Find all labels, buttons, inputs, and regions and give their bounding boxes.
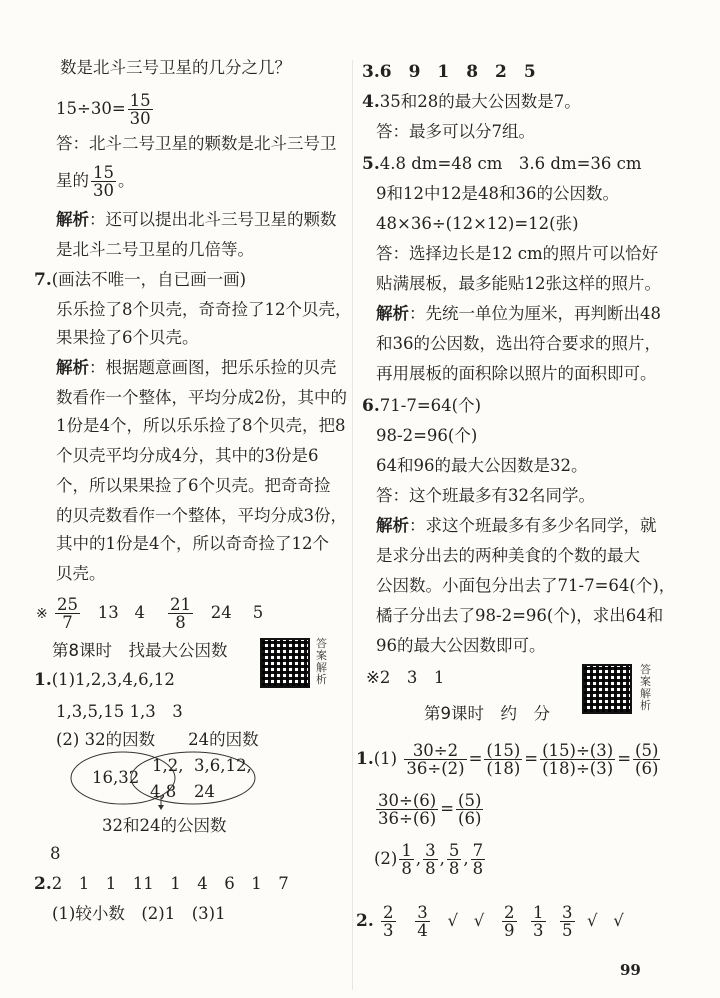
denominator: 8 [448,859,460,878]
numerator: 30÷2 [404,742,466,760]
left-line-12: 1份是4个，所以乐乐捡了8个贝壳，把8 [56,416,346,435]
text: 71-7=64(个) [379,396,482,415]
fraction [540,742,615,777]
denominator: 8 [472,859,484,878]
right-q6-e [376,516,657,536]
denominator: (6) [458,809,482,828]
analysis-label: 解析 [56,358,89,377]
numerator: 3 [562,903,573,922]
denominator: 36÷(6) [378,809,437,828]
lesson-8-title: 第8课时 找最大公因数 [52,641,228,660]
question-number: 6. [362,396,380,416]
left-line-1: 数是北斗三号卫星的几分之几？ [60,58,291,77]
denominator: 30 [129,109,151,128]
numerator: (5) [458,791,482,810]
text: ：求这个班最多有多少名同学，就 [409,516,657,535]
fraction [633,742,660,777]
fraction [423,842,438,877]
right-q5-e: 贴满展板，最多能贴12张这样的照片。 [376,274,661,293]
right-q6 [362,396,481,416]
right-star-line: ※2 3 1 [366,668,445,687]
lesson9-q1-a: 1.(1) $\frac{30\div 2}{36\div(2)}$ = $\frac{(15)}{(18)}$ = $\frac{(15)\div(3)}{(18)\div(3)}$ = $\frac{(5)}{(6)}$ [356,741,659,778]
right-q6-f: 是求分出去的两种美食的个数的最大 [376,546,640,565]
answer: 13 [97,603,119,622]
right-q4-ans: 答：最多可以分7组。 [376,122,535,141]
check-mark-icon: √ [587,911,598,930]
analysis-label: 解析 [56,210,89,229]
fraction [404,742,466,777]
denominator: 9 [504,921,515,940]
answer: 24 [210,603,232,622]
left-line-15: 的贝壳数看作一个整体，平均分成3份， [56,506,347,525]
numerator: (15)÷(3) [542,741,614,760]
lesson8-q1-d: 8 [50,844,61,863]
denominator: 8 [425,859,436,878]
question-number: 1. [34,670,52,690]
numerator: 3 [417,903,428,922]
left-line-16: 其中的1份是4个，所以奇奇捡了12个 [56,534,329,553]
question-number: 1. [356,749,374,769]
text: 35和28的最大公因数是7。 [379,92,581,111]
right-q6-i: 96的最大公因数即可。 [376,636,546,655]
left-line-13: 个贝壳平均分成4分，其中的3份是6 [56,446,319,465]
lesson8-q2-a [34,874,289,894]
lesson9-q2 [356,904,624,939]
denominator: (18)÷(3) [542,759,614,778]
venn-arrow-head [158,805,164,810]
lesson-9-title: 第9课时 约 分 [424,704,550,723]
qr-code-icon[interactable] [260,638,310,688]
star-mark: ※ [36,606,48,622]
fraction [415,904,430,939]
qr-label: 答案解析 [316,637,327,686]
fraction [447,842,462,877]
right-q6-h: 橘子分出去了98-2=96(个)，求出64和 [376,606,664,625]
venn-middle-text-2: 4,8 [150,782,177,801]
text: ：先统一单位为厘米，再判断出48 [409,304,661,323]
check-mark-icon: √ [447,911,459,930]
right-q5-h: 再用展板的面积除以照片的面积即可。 [376,364,657,383]
numerator: 3 [425,841,436,860]
fraction [128,92,153,127]
text: ：根据题意画图，把乐乐捡的贝壳 [89,358,337,377]
fraction [91,164,116,199]
lesson8-q1-a [34,670,175,690]
fraction [55,596,80,631]
numerator: 1 [401,841,412,860]
fraction [531,904,546,939]
right-q5-g: 和36的公因数，选出符合要求的照片， [376,334,661,353]
right-q5-d: 答：选择边长是12 cm的照片可以恰好 [376,244,659,263]
question-number: 7. [34,270,52,290]
star-answer-line [36,596,263,631]
lesson8-q2-b: (1)较小数 (2)1 (3)1 [52,904,226,923]
part-label: (1) [373,749,398,768]
left-line-14: 个，所以果果捡了6个贝壳。把奇奇捡 [56,476,331,495]
numerator: 1 [533,903,544,922]
fraction [381,904,396,939]
left-line-17: 贝壳。 [56,564,106,583]
fraction [456,792,483,827]
part-label: (2) [374,849,398,868]
right-q6-c: 64和96的最大公因数是32。 [376,456,588,475]
column-divider [352,60,353,990]
numerator: (15) [486,741,521,760]
numerator: (5) [635,741,659,760]
numerator: 5 [448,841,460,860]
denominator: 3 [533,921,544,940]
left-line-5 [56,210,337,230]
check-mark-icon: √ [473,911,485,930]
answer: 5 [252,603,264,622]
fraction [399,842,414,877]
denominator: (18) [486,759,521,778]
text: (1)1,2,3,4,6,12 [51,670,175,689]
venn-right-text-2: 24 [194,782,215,801]
right-q3 [362,62,536,82]
text: ：还可以提出北斗三号卫星的颗数 [89,210,337,229]
numerator: 2 [383,903,394,922]
left-line-4 [56,164,135,199]
left-line-3: 答：北斗二号卫星的颗数是北斗三号卫 [56,134,337,153]
numerator: 25 [56,595,78,614]
question-number: 2. [356,911,374,931]
question-number: 5. [362,154,380,174]
left-line-9: 果果捡了6个贝壳。 [56,328,199,347]
venn-left-text: 16,32 [92,768,140,787]
numerator: 7 [472,841,484,860]
denominator: (6) [635,759,659,778]
fraction [168,596,193,631]
denominator: 36÷(2) [406,759,465,778]
denominator: 8 [175,613,186,632]
check-mark-icon: √ [613,911,624,930]
denominator: 3 [383,921,394,940]
fraction [502,904,517,939]
right-q6-g: 公因数。小面包分出去了71-7=64(个)， [376,576,676,595]
denominator: 8 [401,859,412,878]
text: 2 1 1 11 1 4 6 1 7 [51,874,289,893]
numerator: 15 [129,91,151,110]
left-line-6: 是北斗二号卫星的几倍等。 [56,240,254,259]
denominator: 30 [93,181,114,200]
denominator: 7 [62,613,73,632]
page-number: 99 [620,961,641,979]
lesson9-q1-c: (2) $\frac{1}{8}$ , $\frac{3}{8}$ , $\frac{5}{8}$ , $\frac{7}{8}$ [374,841,484,878]
right-q4 [362,92,581,112]
numerator: 2 [504,903,515,922]
fraction [484,742,522,777]
analysis-label: 解析 [376,516,409,535]
right-q5 [362,154,642,174]
question-3-text: 3.6 9 1 8 2 5 [362,62,536,82]
venn-caption: 32和24的公因数 [102,816,227,835]
numerator: 30÷(6) [378,791,437,810]
answer: 4 [134,603,145,622]
equation-text: 15÷30= [56,99,126,118]
question-number: 4. [362,92,380,112]
venn-right-text-1: 3,6,12, [194,756,252,775]
analysis-label: 解析 [376,304,409,323]
question-7 [34,270,246,290]
denominator: 5 [562,921,573,940]
right-q6-b: 98-2=96(个) [376,426,478,445]
right-q6-d: 答：这个班最多有32名同学。 [376,486,595,505]
numerator: 15 [93,163,114,182]
numerator: 21 [169,595,191,614]
left-line-10 [56,358,337,378]
denominator: 4 [417,921,428,940]
qr-code-icon[interactable] [582,664,632,714]
lesson9-q1-b: $\frac{30\div(6)}{36\div(6)}$ = $\frac{(5)}{(6)}$ [378,791,482,828]
text: 。 [118,171,135,190]
question-number: 2. [34,874,52,894]
right-q5-b: 9和12中12是48和36的公因数。 [376,184,619,203]
left-line-8: 乐乐捡了8个贝壳，奇奇捡了12个贝壳， [56,300,352,319]
text: 星的 [56,171,89,190]
lesson8-q1-b: 1,3,5,15 1,3 3 [56,702,183,721]
fraction [376,792,438,827]
left-line-2 [56,92,155,127]
fraction [560,904,575,939]
qr-label: 答案解析 [640,663,651,712]
right-q5-c: 48×36÷(12×12)=12(张) [376,214,579,233]
lesson8-q1-c: (2) 32的因数 24的因数 [56,730,259,749]
fraction [471,842,486,877]
text: 4.8 dm=48 cm 3.6 dm=36 cm [379,154,642,173]
right-q5-f [376,304,661,324]
text: (画法不唯一，自已画一画) [51,270,247,289]
venn-middle-text-1: 1,2, [152,756,184,775]
left-line-11: 数看作一个整体，平均分成2份，其中的 [56,388,347,407]
